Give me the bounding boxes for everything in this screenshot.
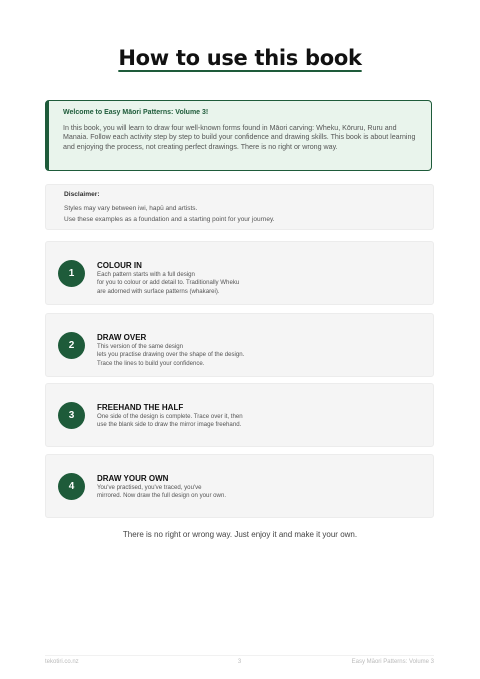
step-card-draw-your-own: [45, 454, 434, 518]
step-title: DRAW YOUR OWN: [97, 474, 169, 483]
step-title: DRAW OVER: [97, 333, 147, 342]
page-title-wrap: [0, 46, 480, 70]
step-title: COLOUR IN: [97, 261, 142, 270]
disclaimer-line: Styles may vary between iwi, hapū and artists.: [64, 205, 198, 212]
welcome-title: Welcome to Easy Māori Patterns: Volume 3!: [63, 109, 209, 116]
step-text: [97, 403, 417, 430]
footer-book-title: Easy Māori Patterns: Volume 3: [351, 659, 434, 665]
step-description-line: mirrored. Now draw the full design on your own.: [97, 492, 227, 500]
footer-divider: [45, 655, 434, 656]
disclaimer-box: [45, 184, 434, 230]
step-card-freehand-half: [45, 383, 434, 447]
step-description-line: This version of the same design: [97, 343, 184, 350]
step-description-line: lets you practise drawing over the shape of the design.: [97, 351, 245, 359]
step-text: [97, 333, 417, 368]
closing-note: There is no right or wrong way. Just enjoy it and make it your own.: [122, 530, 358, 539]
step-number-badge: 1: [58, 260, 85, 287]
welcome-body: In this book, you will learn to draw four well-known forms found in Māori carving: Wheku, Kōruru, Ruru and Manaia. Follow each activity step by step to build your confidence and drawing skills. This book is about learning and enjoying the process, not creating perfect drawings. There is no right or wrong way.: [63, 124, 416, 151]
step-title: FREEHAND THE HALF: [97, 403, 184, 412]
footer-page-number: 3: [237, 659, 242, 665]
step-card-draw-over: [45, 313, 434, 377]
step-text: [97, 474, 417, 501]
step-description-line: You've practised, you've traced, you've: [97, 484, 202, 491]
step-description-line: are adorned with surface patterns (whakarei).: [97, 287, 220, 295]
page-title: How to use this book: [118, 46, 362, 70]
step-number-badge: 2: [58, 332, 85, 359]
step-description-line: One side of the design is complete. Trace over it, then: [97, 413, 243, 420]
step-text: [97, 261, 417, 296]
step-number-badge: 3: [58, 402, 85, 429]
step-card-colour-in: [45, 241, 434, 305]
step-description-line: use the blank side to draw the mirror image freehand.: [97, 421, 242, 429]
disclaimer-line: Use these examples as a foundation and a starting point for your journey.: [64, 215, 275, 223]
disclaimer-title: Disclaimer:: [64, 191, 100, 198]
step-description-line: Trace the lines to build your confidence.: [97, 359, 205, 367]
step-description-line: for you to colour or add detail to. Traditionally Wheku: [97, 279, 240, 287]
step-number-badge: 4: [58, 473, 85, 500]
welcome-box: [45, 100, 432, 171]
step-description-line: Each pattern starts with a full design: [97, 271, 195, 278]
footer-website: tekotiri.co.nz: [45, 659, 79, 665]
